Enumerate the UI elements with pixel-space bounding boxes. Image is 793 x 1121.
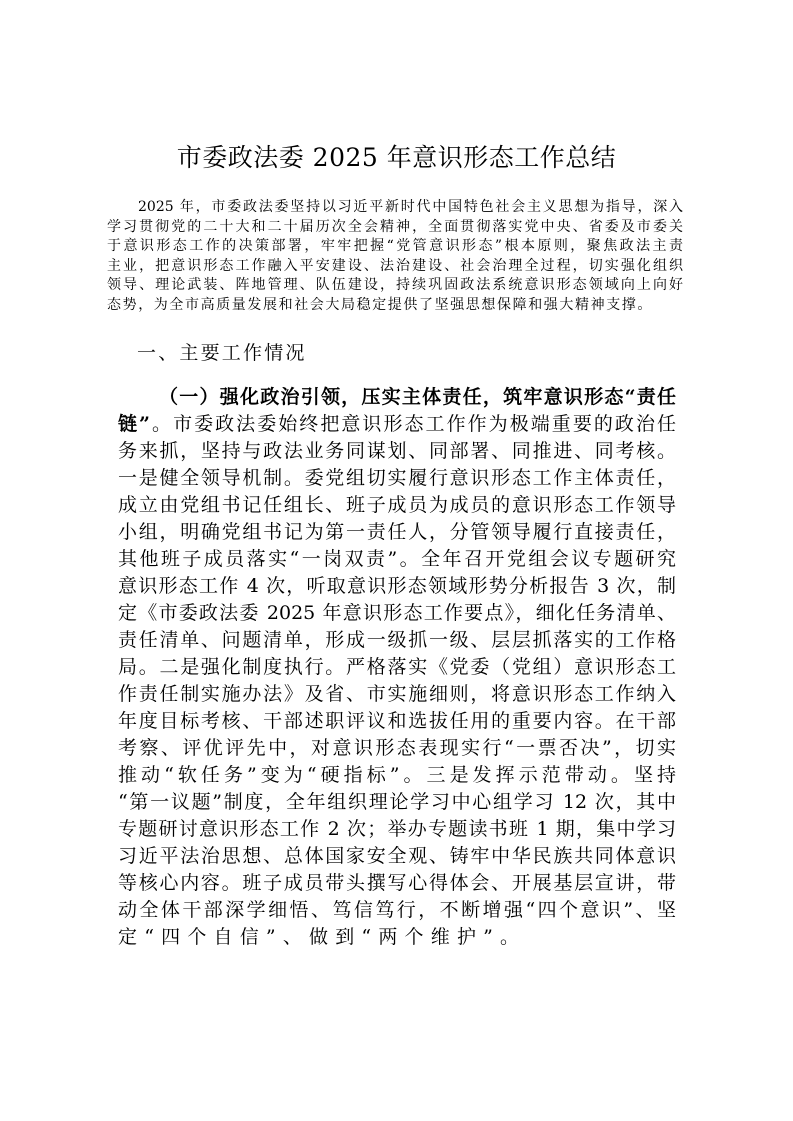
body-line: “第一议题”制度，全年组织理论学习中心组学习 12 次，其中 — [118, 791, 676, 813]
body-line: 等核心内容。班子成员带头撰写心得体会、开展基层宣讲，带 — [118, 872, 676, 894]
body-line: 专题研讨意识形态工作 2 次；举办专题读书班 1 期，集中学习 — [118, 818, 676, 840]
subsection-heading-tail: 链” — [118, 413, 150, 435]
body-line: 局。二是强化制度执行。严格落实《党委（党组）意识形态工 — [118, 656, 676, 678]
intro-line: 于意识形态工作的决策部署，牢牢把握“党管意识形态”根本原则，聚焦政法主责 — [107, 238, 683, 255]
document-title: 市委政法委 2025 年意识形态工作总结 — [176, 143, 617, 172]
body-line: 考察、评优评先中，对意识形态表现实行“一票否决”，切实 — [118, 737, 676, 759]
body-line: 其他班子成员落实“一岗双责”。全年召开党组会议专题研究 — [118, 548, 676, 570]
body-line: 习近平法治思想、总体国家安全观、铸牢中华民族共同体意识 — [118, 845, 676, 867]
body-line: 一是健全领导机制。委党组切实履行意识形态工作主体责任， — [118, 467, 676, 489]
intro-line: 学习贯彻党的二十大和二十届历次全会精神，全面贯彻落实党中央、省委及市委关 — [107, 218, 683, 235]
body-line: 推动“软任务”变为“硬指标”。三是发挥示范带动。坚持 — [118, 764, 676, 786]
intro-line: 态势，为全市高质量发展和社会大局稳定提供了坚强思想保障和强大精神支撑。 — [107, 296, 653, 313]
body-line-text: 。市委政法委始终把意识形态工作作为极端重要的政治任 — [149, 413, 676, 435]
body-line — [118, 411, 676, 438]
body-paragraph — [118, 384, 676, 951]
intro-line: 主业，把意识形态工作融入平安建设、法治建设、社会治理全过程，切实强化组织 — [107, 257, 683, 274]
body-line: 成立由党组书记任组长、班子成员为成员的意识形态工作领导 — [118, 494, 676, 516]
body-line: 务来抓，坚持与政法业务同谋划、同部署、同推进、同考核。 — [118, 440, 676, 462]
body-line: 定《市委政法委 2025 年意识形态工作要点》，细化任务清单、 — [118, 602, 676, 624]
body-line: 责任清单、问题清单，形成一级抓一级、层层抓落实的工作格 — [118, 629, 676, 651]
body-line: 定“四个自信”、做到“两个维护”。 — [118, 926, 527, 948]
body-line: 年度目标考核、干部述职评议和选拔任用的重要内容。在干部 — [118, 710, 676, 732]
subsection-heading: （一）强化政治引领，压实主体责任，筑牢意识形态“责任 — [159, 386, 676, 408]
intro-paragraph — [107, 198, 683, 316]
intro-line: 领导、理论武装、阵地管理、队伍建设，持续巩固政法系统意识形态领域向上向好 — [107, 277, 683, 294]
intro-line: 2025 年，市委政法委坚持以习近平新时代中国特色社会主义思想为指导，深入 — [138, 199, 683, 215]
body-line: 动全体干部深学细悟、笃信笃行，不断增强“四个意识”、坚 — [118, 899, 676, 921]
body-line: 作责任制实施办法》及省、市实施细则，将意识形态工作纳入 — [118, 683, 676, 705]
section-heading: 一、主要工作情况 — [137, 342, 307, 364]
body-line: 小组，明确党组书记为第一责任人，分管领导履行直接责任， — [118, 521, 676, 543]
body-line: 意识形态工作 4 次，听取意识形态领域形势分析报告 3 次，制 — [118, 575, 676, 597]
